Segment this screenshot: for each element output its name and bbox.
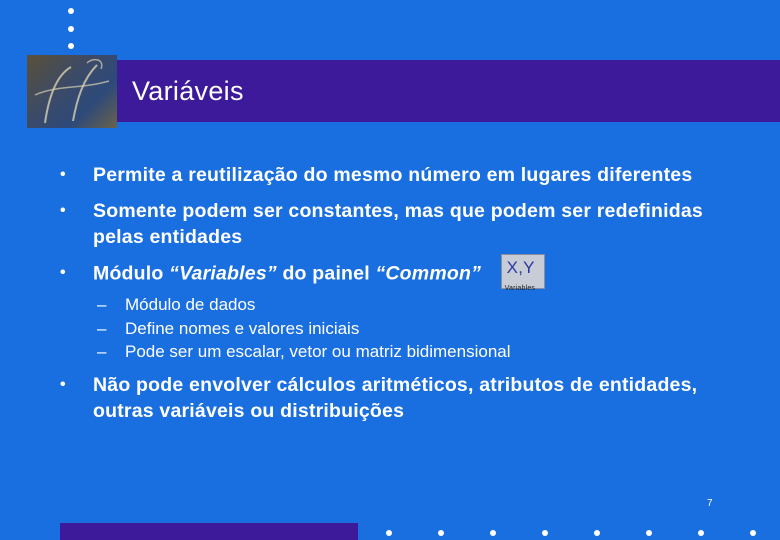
sub-bullet-text: Módulo de dados (125, 295, 256, 314)
dash-marker: – (97, 318, 107, 338)
logo-image (27, 55, 117, 128)
slide-title: Variáveis (132, 76, 244, 106)
footer-bar (60, 523, 358, 540)
bullet-text: Somente podem ser constantes, mas que podem ser redefinidas pelas entidades (93, 200, 703, 248)
dash-marker: – (97, 295, 107, 314)
bullet-marker: • (60, 375, 66, 393)
variables-icon-label: Variables (504, 285, 536, 292)
decorative-dot (646, 530, 652, 536)
sub-bullet-text: Pode ser um escalar, vetor ou matriz bidimensional (125, 342, 511, 361)
bullet-item (60, 198, 750, 250)
bullet-text-middle: do painel (276, 262, 376, 285)
panel-name: “Common” (375, 262, 482, 285)
bullet-marker: • (60, 166, 66, 183)
bullet-list (60, 162, 750, 434)
dash-marker: – (97, 342, 107, 361)
decorative-dot (438, 530, 444, 536)
sub-bullet-text: Define nomes e valores iniciais (125, 318, 360, 338)
bullet-text: Permite a reutilização do mesmo número em lugares diferentes (93, 164, 693, 186)
bullet-text-prefix: Módulo (93, 262, 170, 285)
variables-module-icon (501, 254, 545, 292)
decorative-dot (68, 43, 74, 49)
sub-bullet-item (60, 293, 750, 317)
decorative-dot (594, 530, 600, 536)
decorative-dot (68, 8, 74, 14)
decorative-dot (542, 530, 548, 536)
bullet-item (60, 162, 750, 188)
sub-bullet-item (60, 317, 750, 341)
decorative-dot (490, 530, 496, 536)
sub-bullet-item (60, 340, 750, 364)
page-number: 7 (707, 498, 713, 509)
bullet-marker: • (60, 202, 66, 219)
bullet-text: Não pode envolver cálculos aritméticos, atributos de entidades, outras variáveis ou distribuições (93, 373, 698, 422)
decorative-dot (698, 530, 704, 536)
bullet-item-module (60, 258, 750, 292)
module-name: “Variables” (169, 262, 277, 285)
xy-glyph: X,Y (506, 258, 535, 277)
bullet-marker: • (60, 264, 66, 281)
decorative-dot (68, 26, 74, 32)
bullet-item (60, 372, 750, 424)
decorative-dot (750, 530, 756, 536)
decorative-dot (386, 530, 392, 536)
